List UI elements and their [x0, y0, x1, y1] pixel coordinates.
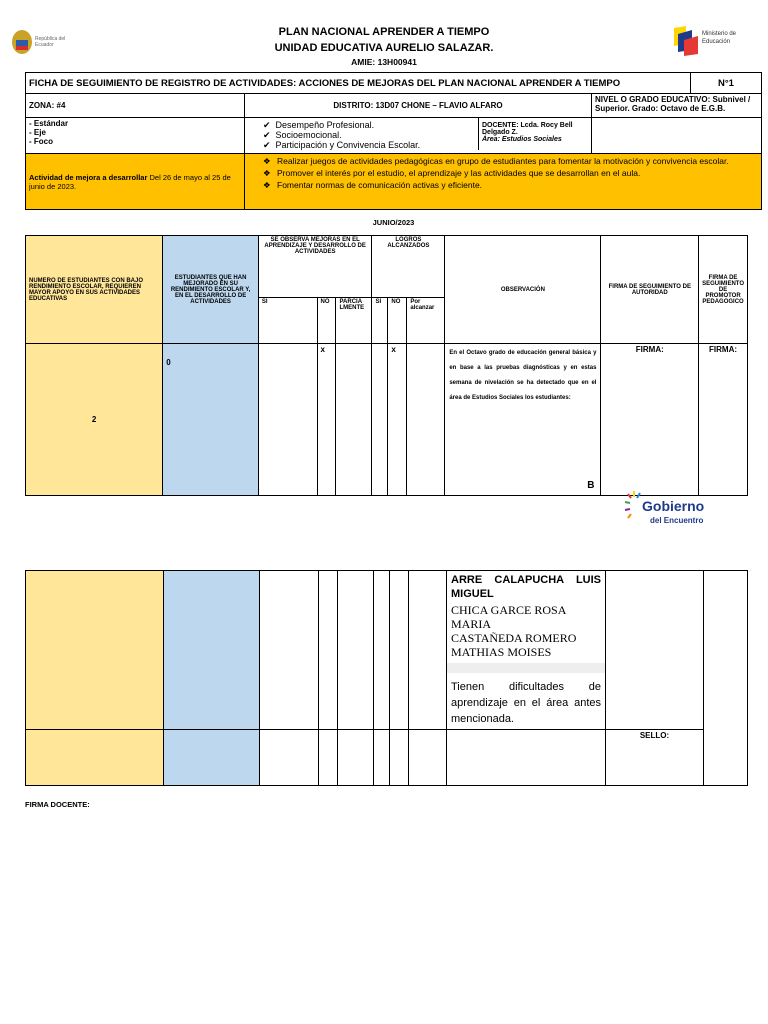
diamond-icon: ❖ — [263, 168, 271, 178]
t2-mejorado — [164, 571, 260, 730]
row1-parcial — [336, 344, 372, 496]
ficha-number: N°1 — [691, 73, 762, 94]
area: Área: Estudios Sociales — [482, 136, 562, 143]
t2-no — [319, 571, 338, 730]
t2-cell — [374, 730, 390, 786]
criterio-eje: - Eje — [29, 128, 46, 137]
sub-si-2: SI — [372, 298, 388, 344]
t2-bajo-2 — [26, 730, 164, 786]
observacion-text: En el Octavo grado de educación general básica y en base a las pruebas diagnósticas y en estas semana de nivelación se ha detectado que en el área de Estudios Sociales los estudiantes: — [449, 350, 597, 401]
t2-si-2 — [374, 571, 390, 730]
amie-code: AMIE: 13H00941 — [351, 57, 417, 67]
col-firma-autoridad: FIRMA DE SEGUIMIENTO DE AUTORIDAD — [601, 236, 699, 344]
criterio-estandar: - Estándar — [29, 119, 69, 128]
observacion-end: B — [587, 480, 595, 491]
seguimiento-table — [25, 235, 748, 496]
actividad-cell — [26, 154, 245, 210]
t2-mejorado-2 — [164, 730, 260, 786]
diamond-icon: ❖ — [263, 180, 271, 190]
estudiantes-table — [25, 570, 748, 786]
sub-por-alcanzar: Por alcanzar — [407, 298, 445, 344]
col-mejorado: ESTUDIANTES QUE HAN MEJORADO EN SU RENDIMIENTO ESCOLAR Y, EN EL DESARROLLO DE ACTIVIDADES — [163, 236, 259, 344]
actividad-label: Actividad de mejora a desarrollar — [29, 172, 148, 182]
row1-mejorado: 0 — [163, 344, 259, 496]
dificultades-note: Tienen dificultades de aprendizaje en el área antes mencionada. — [451, 681, 601, 725]
col-firma-promotor: FIRMA DE SEGUIMIENTO DE PROMOTOR PEDAGOGICO — [699, 236, 748, 344]
t2-cell — [338, 730, 374, 786]
student-name: CASTAÑEDA ROMERO — [451, 631, 577, 645]
logo-left-text: República del Ecuador — [35, 36, 66, 48]
sello: SELLO: — [606, 730, 704, 786]
actividades-list — [263, 155, 758, 191]
col-observacion: OBSERVACIÓN — [445, 236, 601, 344]
t2-por — [409, 571, 447, 730]
t2-si — [260, 571, 319, 730]
sub-no-2: NO — [388, 298, 407, 344]
t2-observacion — [447, 571, 606, 730]
logo-right-text: Ministerio de Educación — [702, 31, 737, 45]
row1-si-2 — [372, 344, 388, 496]
ejes-cell — [245, 118, 592, 154]
school-name: UNIDAD EDUCATIVA AURELIO SALAZAR. — [274, 42, 494, 54]
plan-title: PLAN NACIONAL APRENDER A TIEMPO — [278, 26, 490, 38]
names-bold: ARRE CALAPUCHA LUIS MIGUEL — [451, 574, 601, 600]
row1-observacion — [445, 344, 601, 496]
eje-desempeno: ✔ Desempeño Profesional. — [263, 120, 375, 130]
col-estudiantes-bajo: NUMERO DE ESTUDIANTES CON BAJO RENDIMIENTO ESCOLAR, REQUIEREN MAYOR APOYO EN SUS ACTIVIDADES EDUCATIVAS — [26, 236, 163, 344]
sub-parcial: PARCIA LMENTE — [336, 298, 372, 344]
t2-firma-autoridad — [606, 571, 704, 730]
nivel: NIVEL O GRADO EDUCATIVO: Subnivel / Superior. Grado: Octavo de E.G.B. — [592, 94, 762, 118]
eje-socioemocional: ✔ Socioemocional. — [263, 130, 342, 140]
criterios-cell — [26, 118, 245, 154]
t2-cell — [319, 730, 338, 786]
sub-si: SI — [258, 298, 317, 344]
row1-bajo: 2 — [26, 344, 163, 496]
row1-por — [407, 344, 445, 496]
row1-firma-promotor: FIRMA: — [699, 344, 748, 496]
diamond-icon: ❖ — [263, 156, 271, 166]
row1-si — [258, 344, 317, 496]
firma-docente: FIRMA DOCENTE: — [25, 800, 90, 809]
t2-firma-promotor — [704, 571, 748, 786]
t2-cell — [260, 730, 319, 786]
t2-no-2 — [390, 571, 409, 730]
col-mejoras: SE OBSERVA MEJORAS EN EL APRENDIZAJE Y DESARROLLO DE ACTIVIDADES — [258, 236, 372, 298]
docente: DOCENTE: Lcda. Rocy Bell Delgado Z. — [482, 122, 573, 136]
names-list — [451, 603, 601, 659]
t2-parcial — [338, 571, 374, 730]
t2-bajo — [26, 571, 164, 730]
distrito: DISTRITO: 13D07 CHONE – FLAVIO ALFARO — [245, 94, 592, 118]
criterio-foco: - Foco — [29, 137, 53, 146]
col-logros: LOGROS ALCANZADOS — [372, 236, 445, 298]
row1-firma-autoridad: FIRMA: — [601, 344, 699, 496]
gobierno-line1: Gobierno — [642, 498, 705, 514]
actividades-cell — [245, 154, 762, 210]
zona: ZONA: #4 — [26, 94, 245, 118]
t2-cell — [390, 730, 409, 786]
ficha-info-table — [25, 72, 762, 210]
student-name: CHICA GARCE ROSA MARIA — [451, 603, 566, 631]
empty-cell — [592, 118, 762, 154]
actividad-item: ❖ Realizar juegos de actividades pedagógicas en grupo de estudiantes para fomentar la motivación y convivencia escolar. — [263, 156, 729, 166]
actividad-fecha: Del 26 de mayo al 25 de junio de 2023. — [29, 172, 231, 191]
ficha-title: FICHA DE SEGUIMIENTO DE REGISTRO DE ACTIVIDADES: ACCIONES DE MEJORAS DEL PLAN NACIONAL APRENDER A TIEMPO — [26, 73, 691, 94]
t2-cell — [409, 730, 447, 786]
eje-participacion: ✔ Participación y Convivencia Escolar. — [263, 140, 421, 150]
row1-no: x — [317, 344, 336, 496]
actividad-item: ❖ Promover el interés por el estudio, el aprendizaje y las actividades que se desarrollan en el aula. — [263, 168, 641, 178]
t2-cell — [447, 730, 606, 786]
student-name: MATHIAS MOISES — [451, 645, 552, 659]
actividad-item: ❖ Fomentar normas de comunicación activas y eficiente. — [263, 180, 483, 190]
gobierno-line2: del Encuentro — [650, 516, 704, 525]
sub-no: NO — [317, 298, 336, 344]
mes-label: JUNIO/2023 — [372, 218, 415, 227]
gobierno-logo — [622, 488, 722, 528]
row1-no-2: x — [388, 344, 407, 496]
